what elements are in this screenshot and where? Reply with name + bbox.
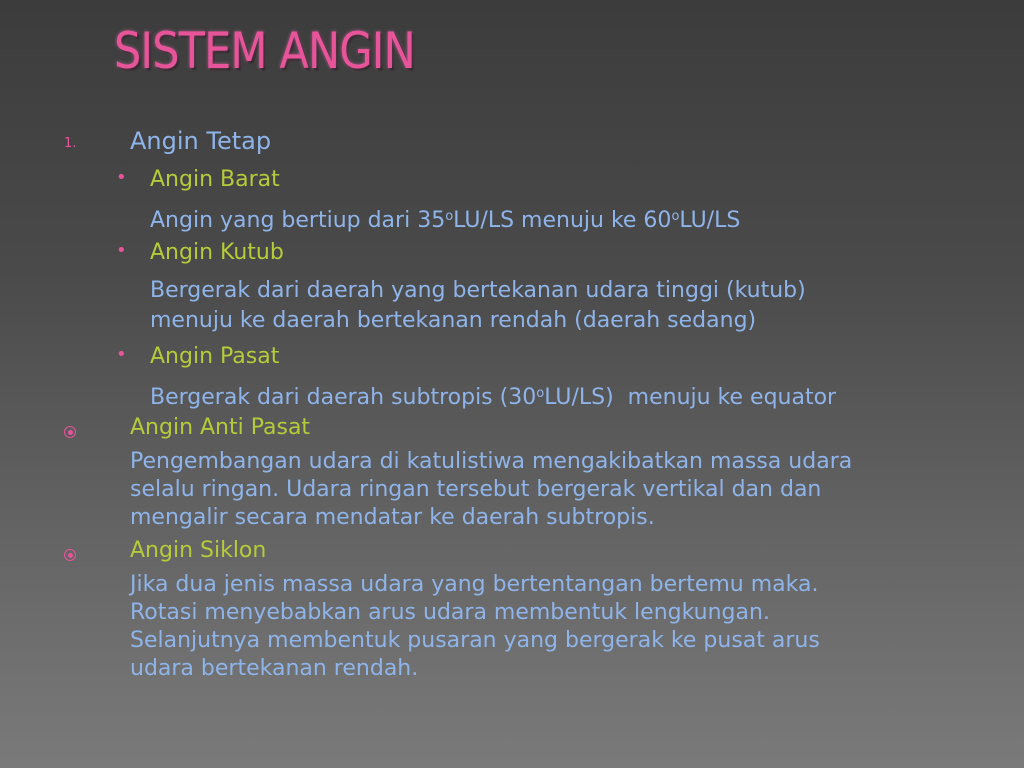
item-desc-angin-siklon-2: Rotasi menyebabkan arus udara membentuk lengkungan. bbox=[130, 600, 770, 625]
item-desc-angin-barat: Angin yang bertiup dari 35$^o$LU/LS menuju ke 60$^o$LU/LS bbox=[150, 208, 741, 233]
bullet-icon: • bbox=[116, 240, 127, 261]
circle-bullet-icon bbox=[64, 423, 76, 442]
bullet-icon: • bbox=[116, 344, 127, 365]
item-desc-angin-pasat: Bergerak dari daerah subtropis (30$^o$LU/LS) menuju ke equator bbox=[150, 385, 837, 410]
circle-bullet-icon bbox=[64, 546, 76, 565]
degree-symbol: o bbox=[536, 386, 545, 401]
item-desc-angin-kutub-2: menuju ke daerah bertekanan rendah (daerah sedang) bbox=[150, 308, 757, 333]
degree-symbol: o bbox=[445, 209, 454, 224]
item-desc-angin-siklon-1: Jika dua jenis massa udara yang bertentangan bertemu maka. bbox=[130, 572, 819, 597]
item-heading-angin-kutub: Angin Kutub bbox=[150, 240, 284, 265]
item-heading-angin-pasat: Angin Pasat bbox=[150, 344, 280, 369]
item-desc-angin-kutub-1: Bergerak dari daerah yang bertekanan udara tinggi (kutub) bbox=[150, 278, 806, 303]
item-heading-angin-barat: Angin Barat bbox=[150, 167, 280, 192]
item-desc-angin-anti-pasat-2: selalu ringan. Udara ringan tersebut bergerak vertikal dan dan bbox=[130, 477, 822, 502]
item-heading-angin-anti-pasat: Angin Anti Pasat bbox=[130, 415, 311, 440]
item-desc-angin-anti-pasat-1: Pengembangan udara di katulistiwa mengakibatkan massa udara bbox=[130, 449, 853, 474]
item-heading-angin-tetap: Angin Tetap bbox=[130, 127, 272, 155]
slide-title: SISTEM ANGIN bbox=[114, 22, 415, 80]
item-desc-angin-siklon-3: Selanjutnya membentuk pusaran yang bergerak ke pusat arus bbox=[130, 628, 820, 653]
degree-symbol: o bbox=[671, 209, 680, 224]
item-heading-angin-siklon: Angin Siklon bbox=[130, 538, 267, 563]
bullet-icon: • bbox=[116, 167, 127, 188]
list-number: 1. bbox=[64, 136, 77, 151]
item-desc-angin-siklon-4: udara bertekanan rendah. bbox=[130, 656, 419, 681]
item-desc-angin-anti-pasat-3: mengalir secara mendatar ke daerah subtropis. bbox=[130, 505, 655, 530]
